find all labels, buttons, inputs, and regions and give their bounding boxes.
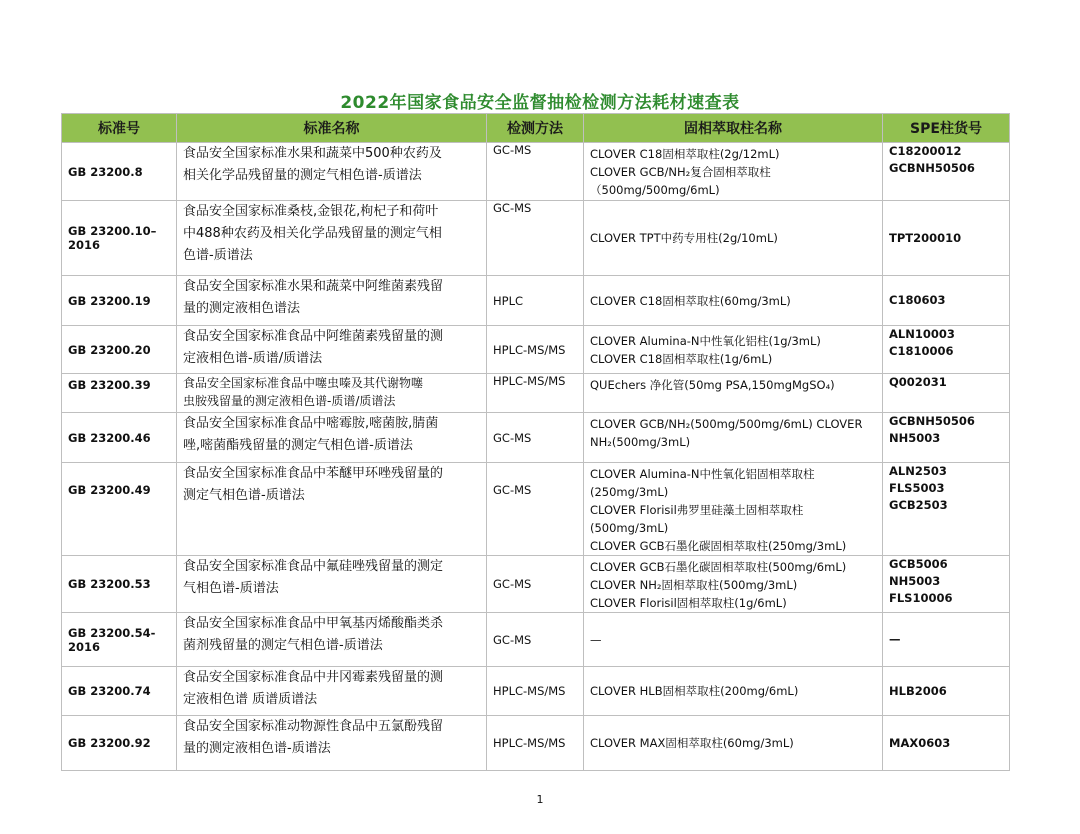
column-name-cell bbox=[584, 667, 883, 716]
column-line: CLOVER GCB石墨化碳固相萃取柱(500mg/6mL) bbox=[590, 560, 847, 574]
spe-line: Q002031 bbox=[889, 375, 947, 389]
column-name-cell bbox=[584, 143, 883, 201]
column-name-cell bbox=[584, 556, 883, 613]
spe-line: NH5003 bbox=[889, 431, 941, 445]
method-cell: HPLC bbox=[487, 276, 584, 326]
standard-no-cell: GB 23200.19 bbox=[62, 276, 177, 326]
spe-no-cell bbox=[883, 326, 1010, 374]
header-row bbox=[62, 114, 1010, 143]
spe-no-cell bbox=[883, 276, 1010, 326]
column-name-cell bbox=[584, 326, 883, 374]
spe-line: NH5003 bbox=[889, 574, 941, 588]
column-line: CLOVER MAX固相萃取柱(60mg/3mL) bbox=[590, 736, 794, 750]
spe-no-cell bbox=[883, 716, 1010, 771]
table-row bbox=[62, 143, 1010, 201]
column-line: CLOVER GCB/NH₂(500mg/500mg/6mL) CLOVER bbox=[590, 417, 863, 431]
spe-line: TPT200010 bbox=[889, 230, 962, 245]
name-line: 量的测定液相色谱法 bbox=[183, 301, 301, 316]
name-line: 食品安全国家标准食品中噻虫嗪及其代谢物噻 bbox=[183, 376, 424, 390]
name-line: 食品安全国家标准动物源性食品中五氯酚残留 bbox=[183, 719, 444, 734]
name-line: 定液相色谱 质谱质谱法 bbox=[183, 692, 318, 707]
method-cell: GC-MS bbox=[487, 613, 584, 667]
spe-no-cell bbox=[883, 143, 1010, 201]
column-line: — bbox=[590, 632, 602, 647]
standard-no-cell: GB 23200.49 bbox=[62, 463, 177, 556]
column-line: CLOVER C18固相萃取柱(60mg/3mL) bbox=[590, 293, 791, 308]
method-cell: HPLC-MS/MS bbox=[487, 667, 584, 716]
column-line: （500mg/500mg/6mL) bbox=[590, 183, 720, 197]
name-line: 食品安全国家标准食品中阿维菌素残留量的测 bbox=[183, 329, 444, 344]
page-title: 2022年国家食品安全监督抽检检测方法耗材速查表 bbox=[340, 93, 740, 113]
method-cell: GC-MS bbox=[487, 201, 584, 276]
spe-line: ALN10003 bbox=[889, 327, 955, 341]
name-line: 相关化学品残留量的测定气相色谱-质谱法 bbox=[183, 168, 422, 183]
name-line: 食品安全国家标准水果和蔬菜中500种农药及 bbox=[183, 146, 442, 161]
standard-name-cell bbox=[177, 613, 487, 667]
standard-name-cell bbox=[177, 716, 487, 771]
header-standard-no: 标准号 bbox=[62, 114, 177, 143]
header-standard-name: 标准名称 bbox=[177, 114, 487, 143]
column-line: CLOVER GCB石墨化碳固相萃取柱(250mg/3mL) bbox=[590, 539, 847, 553]
column-line: CLOVER TPT中药专用柱(2g/10mL) bbox=[590, 231, 778, 245]
method-cell: HPLC-MS/MS bbox=[487, 716, 584, 771]
name-line: 食品安全国家标准食品中甲氧基丙烯酸酯类杀 bbox=[183, 616, 444, 631]
spe-no-cell bbox=[883, 556, 1010, 613]
column-line: CLOVER C18固相萃取柱(1g/6mL) bbox=[590, 351, 773, 366]
name-line: 色谱-质谱法 bbox=[183, 248, 253, 263]
spe-no-cell bbox=[883, 413, 1010, 463]
table-row bbox=[62, 613, 1010, 667]
standard-no-cell: GB 23200.10–2016 bbox=[62, 201, 177, 276]
column-line: CLOVER C18固相萃取柱(2g/12mL) bbox=[590, 147, 780, 161]
spe-line: C18200012 bbox=[889, 144, 962, 158]
column-line: CLOVER Florisil弗罗里硅藻土固相萃取柱 bbox=[590, 503, 804, 517]
spe-line: GCBNH50506 bbox=[889, 161, 975, 175]
column-name-cell bbox=[584, 463, 883, 556]
spe-line: — bbox=[889, 632, 901, 646]
name-line: 食品安全国家标准食品中氟硅唑残留量的测定 bbox=[183, 559, 444, 574]
table-row bbox=[62, 413, 1010, 463]
header-spe-no: SPE柱货号 bbox=[883, 114, 1010, 143]
column-line: QUEchers 净化管(50mg PSA,150mgMgSO₄) bbox=[590, 378, 835, 392]
column-line: (250mg/3mL) bbox=[590, 485, 669, 499]
spe-line: GCB5006 bbox=[889, 557, 948, 571]
page-number: 1 bbox=[536, 793, 544, 806]
column-line: NH₂(500mg/3mL) bbox=[590, 435, 691, 449]
table-row bbox=[62, 463, 1010, 556]
spe-line: FLS10006 bbox=[889, 591, 953, 605]
spe-line: FLS5003 bbox=[889, 481, 945, 495]
standard-name-cell bbox=[177, 201, 487, 276]
table-row bbox=[62, 556, 1010, 613]
method-cell: GC-MS bbox=[487, 413, 584, 463]
column-name-cell bbox=[584, 613, 883, 667]
table-row bbox=[62, 326, 1010, 374]
table-row bbox=[62, 201, 1010, 276]
name-line: 食品安全国家标准食品中苯醚甲环唑残留量的 bbox=[183, 466, 444, 481]
name-line: 量的测定液相色谱-质谱法 bbox=[183, 741, 331, 756]
standard-no-cell: GB 23200.20 bbox=[62, 326, 177, 374]
standard-name-cell bbox=[177, 326, 487, 374]
spe-line: C180603 bbox=[889, 293, 946, 307]
name-line: 气相色谱-质谱法 bbox=[183, 581, 279, 596]
standard-name-cell bbox=[177, 667, 487, 716]
column-line: CLOVER NH₂固相萃取柱(500mg/3mL) bbox=[590, 578, 798, 592]
name-line: 测定气相色谱-质谱法 bbox=[183, 488, 305, 503]
column-name-cell bbox=[584, 276, 883, 326]
name-line: 食品安全国家标准桑枝,金银花,枸杞子和荷叶 bbox=[183, 204, 439, 219]
method-cell: GC-MS bbox=[487, 463, 584, 556]
standard-no-cell: GB 23200.54-2016 bbox=[62, 613, 177, 667]
standard-no-cell: GB 23200.46 bbox=[62, 413, 177, 463]
standard-name-cell bbox=[177, 276, 487, 326]
standard-name-cell bbox=[177, 556, 487, 613]
method-cell: HPLC-MS/MS bbox=[487, 374, 584, 413]
spe-line: GCB2503 bbox=[889, 498, 948, 512]
method-cell: GC-MS bbox=[487, 143, 584, 201]
name-line: 虫胺残留量的测定液相色谱-质谱/质谱法 bbox=[183, 394, 396, 408]
table-row bbox=[62, 374, 1010, 413]
name-line: 菌剂残留量的测定气相色谱-质谱法 bbox=[183, 638, 383, 653]
spe-no-cell bbox=[883, 374, 1010, 413]
column-line: CLOVER HLB固相萃取柱(200mg/6mL) bbox=[590, 684, 799, 698]
column-line: CLOVER Alumina-N中性氧化铝固相萃取柱 bbox=[590, 467, 815, 481]
standard-no-cell: GB 23200.74 bbox=[62, 667, 177, 716]
table-row bbox=[62, 716, 1010, 771]
method-cell: HPLC-MS/MS bbox=[487, 326, 584, 374]
name-line: 食品安全国家标准水果和蔬菜中阿维菌素残留 bbox=[183, 279, 444, 294]
standard-no-cell: GB 23200.8 bbox=[62, 143, 177, 201]
method-cell: GC-MS bbox=[487, 556, 584, 613]
standard-name-cell bbox=[177, 374, 487, 413]
table-row bbox=[62, 667, 1010, 716]
column-line: CLOVER Alumina-N中性氧化铝柱(1g/3mL) bbox=[590, 333, 821, 348]
spe-line: ALN2503 bbox=[889, 464, 947, 478]
spe-line: MAX0603 bbox=[889, 735, 951, 750]
header-method: 检测方法 bbox=[487, 114, 584, 143]
column-line: CLOVER Florisil固相萃取柱(1g/6mL) bbox=[590, 596, 787, 610]
consumables-table bbox=[61, 113, 1010, 771]
spe-no-cell bbox=[883, 463, 1010, 556]
standard-no-cell: GB 23200.53 bbox=[62, 556, 177, 613]
name-line: 食品安全国家标准食品中井冈霉素残留量的测 bbox=[183, 670, 444, 685]
name-line: 食品安全国家标准食品中嘧霉胺,嘧菌胺,腈菌 bbox=[183, 416, 439, 431]
spe-line: HLB2006 bbox=[889, 683, 947, 698]
spe-line: C1810006 bbox=[889, 344, 954, 358]
spe-line: GCBNH50506 bbox=[889, 414, 975, 428]
spe-no-cell bbox=[883, 613, 1010, 667]
column-name-cell bbox=[584, 716, 883, 771]
name-line: 唑,嘧菌酯残留量的测定气相色谱-质谱法 bbox=[183, 438, 413, 453]
column-line: (500mg/3mL) bbox=[590, 521, 669, 535]
standard-no-cell: GB 23200.92 bbox=[62, 716, 177, 771]
column-name-cell bbox=[584, 374, 883, 413]
spe-no-cell bbox=[883, 201, 1010, 276]
name-line: 定液相色谱-质谱/质谱法 bbox=[183, 351, 323, 366]
column-line: CLOVER GCB/NH₂复合固相萃取柱 bbox=[590, 165, 771, 179]
table-row bbox=[62, 276, 1010, 326]
standard-name-cell bbox=[177, 143, 487, 201]
name-line: 中488种农药及相关化学品残留量的测定气相 bbox=[183, 226, 442, 241]
standard-no-cell: GB 23200.39 bbox=[62, 374, 177, 413]
header-column-name: 固相萃取柱名称 bbox=[584, 114, 883, 143]
spe-no-cell bbox=[883, 667, 1010, 716]
column-name-cell bbox=[584, 413, 883, 463]
standard-name-cell bbox=[177, 413, 487, 463]
column-name-cell bbox=[584, 201, 883, 276]
standard-name-cell bbox=[177, 463, 487, 556]
